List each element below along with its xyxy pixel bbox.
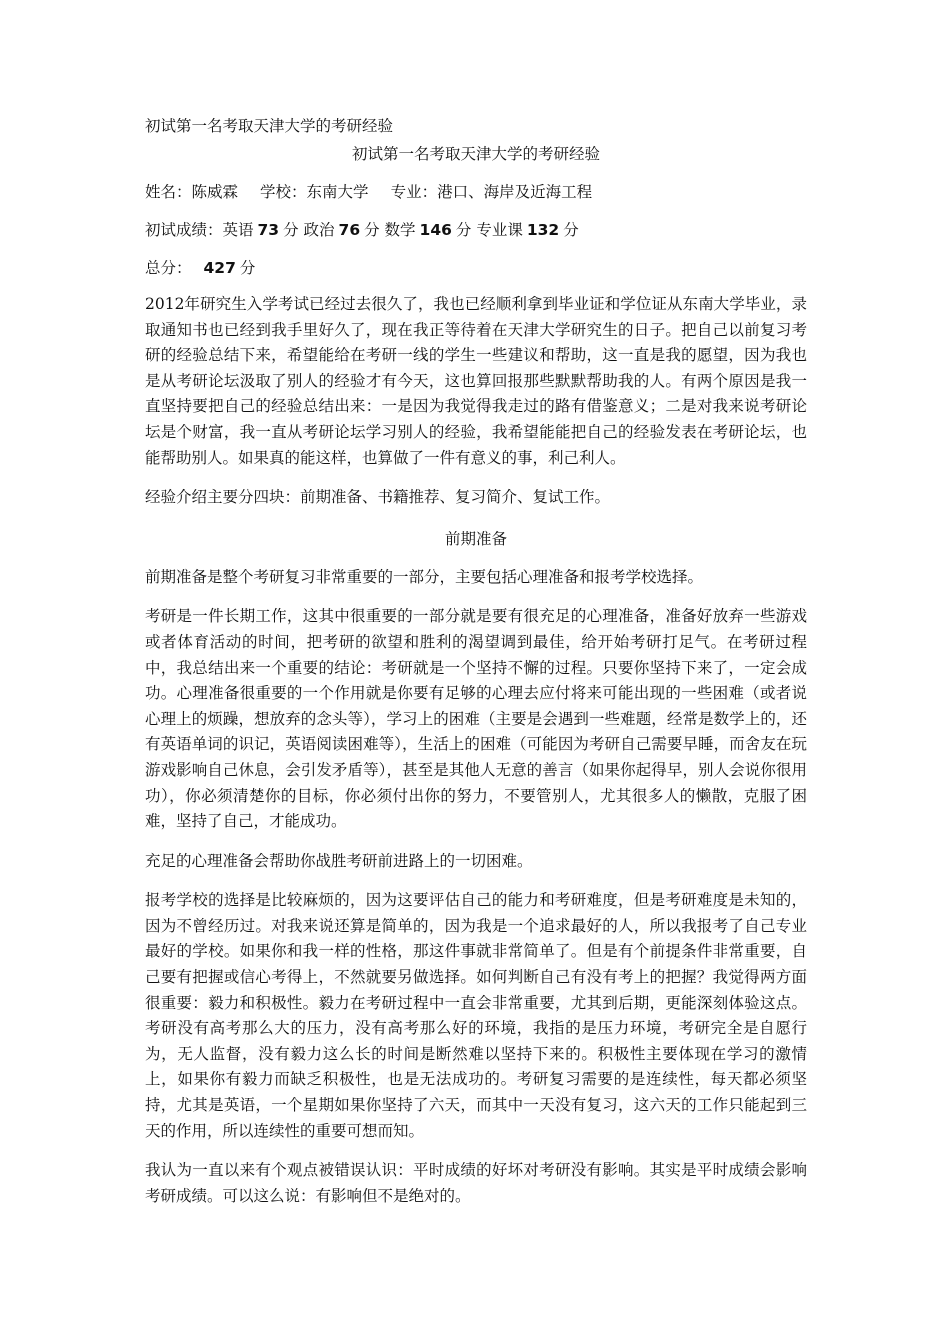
major-label: 专业：: [390, 183, 438, 201]
grades-paragraph: 我认为一直以来有个观点被错误认识：平时成绩的好坏对考研没有影响。其实是平时成绩会影响考研成绩。可以这么说：有影响但不是绝对的。: [145, 1161, 807, 1205]
politics-label: 分 政治: [283, 221, 335, 239]
document-heading: 初试第一名考取天津大学的考研经验: [145, 117, 394, 135]
document-title: 初试第一名考取天津大学的考研经验: [351, 145, 600, 163]
school-label: 学校：: [260, 183, 307, 201]
score-suffix: 分: [563, 221, 579, 239]
preparation-paragraph: 前期准备是整个考研复习非常重要的一部分，主要包括心理准备和报考学校选择。: [145, 567, 704, 586]
score-prefix: 初试成绩：英语: [145, 221, 254, 239]
school-choice-paragraph: 报考学校的选择是比较麻烦的，因为这要评估自己的能力和考研难度，但是考研难度是未知的，因为不曾经历过。对我来说还算是简单的，因为我是一个追求最好的人，所以我报考了自己专业最好的学校。如果你和我一样的性格，那这件事就非常简单了。但是有个前提条件非常重要，自己要有把握或信心考得上，不然就要另做选择。如何判断自己有没有考上的把握？我觉得两方面很重要：毅力和积极性。毅力在考研过程中一直会非常重要，尤其到后期，更能深刻体验这点。考研没有高考那么大的压力，没有高考那么好的环境，我指的是压力环境，考研完全是自愿行为，无人监督，没有毅力这么长的时间是断然难以坚持下来的。积极性主要体现在学习的激情上，如果你有毅力而缺乏积极性，也是无法成功的。考研复习需要的是连续性，每天都必须坚持，尤其是英语，一个星期如果你坚持了六天，而其中一天没有复习，这六天的工作只能起到三天的作用，所以连续性的重要可想而知。: [145, 891, 807, 1140]
major-course-label: 分 专业课: [455, 221, 523, 239]
total-score: 427: [203, 259, 236, 277]
intro-paragraph: 2012年研究生入学考试已经过去很久了，我也已经顺利拿到毕业证和学位证从东南大学毕业，录取通知书也已经到我手里好久了，现在我正等待着在天津大学研究生的日子。把自己以前复习考研的经验总结下来，希望能给在考研一线的学生一些建议和帮助，这一直是我的愿望，因为我也是从考研论坛汲取了别人的经验才有今天，这也算回报那些默默帮助我的人。有两个原因是我一直坚持要把自己的经验总结出来：一是因为我觉得我走过的路有借鉴意义；二是对我来说考研论坛是个财富，我一直从考研论坛学习别人的经验，我希望能能把自己的经验发表在考研论坛，也能帮助别人。如果真的能这样，也算做了一件有意义的事，利己利人。: [145, 295, 807, 467]
mental-preparation-paragraph: 考研是一件长期工作，这其中很重要的一部分就是要有很充足的心理准备，准备好放弃一些游戏或者体育活动的时间，把考研的欲望和胜利的渴望调到最佳，给开始考研打足气。在考研过程中，我总结出来一个重要的结论：考研就是一个坚持不懈的过程。只要你坚持下来了，一定会成功。心理准备很重要的一个作用就是你要有足够的心理去应付将来可能出现的一些困难（或者说心理上的烦躁，想放弃的念头等），学习上的困难（主要是会遇到一些难题，经常是数学上的，还有英语单词的识记，英语阅读困难等），生活上的困难（可能因为考研自己需要早睡，而舍友在玩游戏影响自己休息，会引发矛盾等），甚至是其他人无意的善言（如果你起得早，别人会说你很用功），你必须清楚你的目标，你必须付出你的努力，不要管别人，尤其很多人的懒散，克服了困难，坚持了自己，才能成功。: [145, 607, 807, 831]
total-score-line: [145, 254, 807, 282]
major-course-score: 132: [526, 221, 560, 239]
total-suffix: 分: [239, 259, 256, 277]
school-value: 东南大学: [306, 183, 369, 201]
total-label: 总分：: [145, 259, 192, 277]
mental-summary-paragraph: 充足的心理准备会帮助你战胜考研前进路上的一切困难。: [145, 851, 533, 870]
english-score: 73: [257, 221, 280, 239]
name-value: 陈威霖: [191, 183, 239, 201]
politics-score: 76: [338, 221, 361, 239]
score-line: [145, 216, 807, 244]
math-score: 146: [419, 221, 452, 239]
major-value: 港口、海岸及近海工程: [437, 183, 593, 201]
document-page: [145, 112, 807, 1209]
outline-paragraph: 经验介绍主要分四块：前期准备、书籍推荐、复习简介、复试工作。: [145, 488, 611, 507]
name-label: 姓名：: [145, 183, 192, 201]
math-label: 分 数学: [364, 221, 416, 239]
section-title: 前期准备: [444, 529, 507, 548]
student-info: [145, 178, 807, 206]
